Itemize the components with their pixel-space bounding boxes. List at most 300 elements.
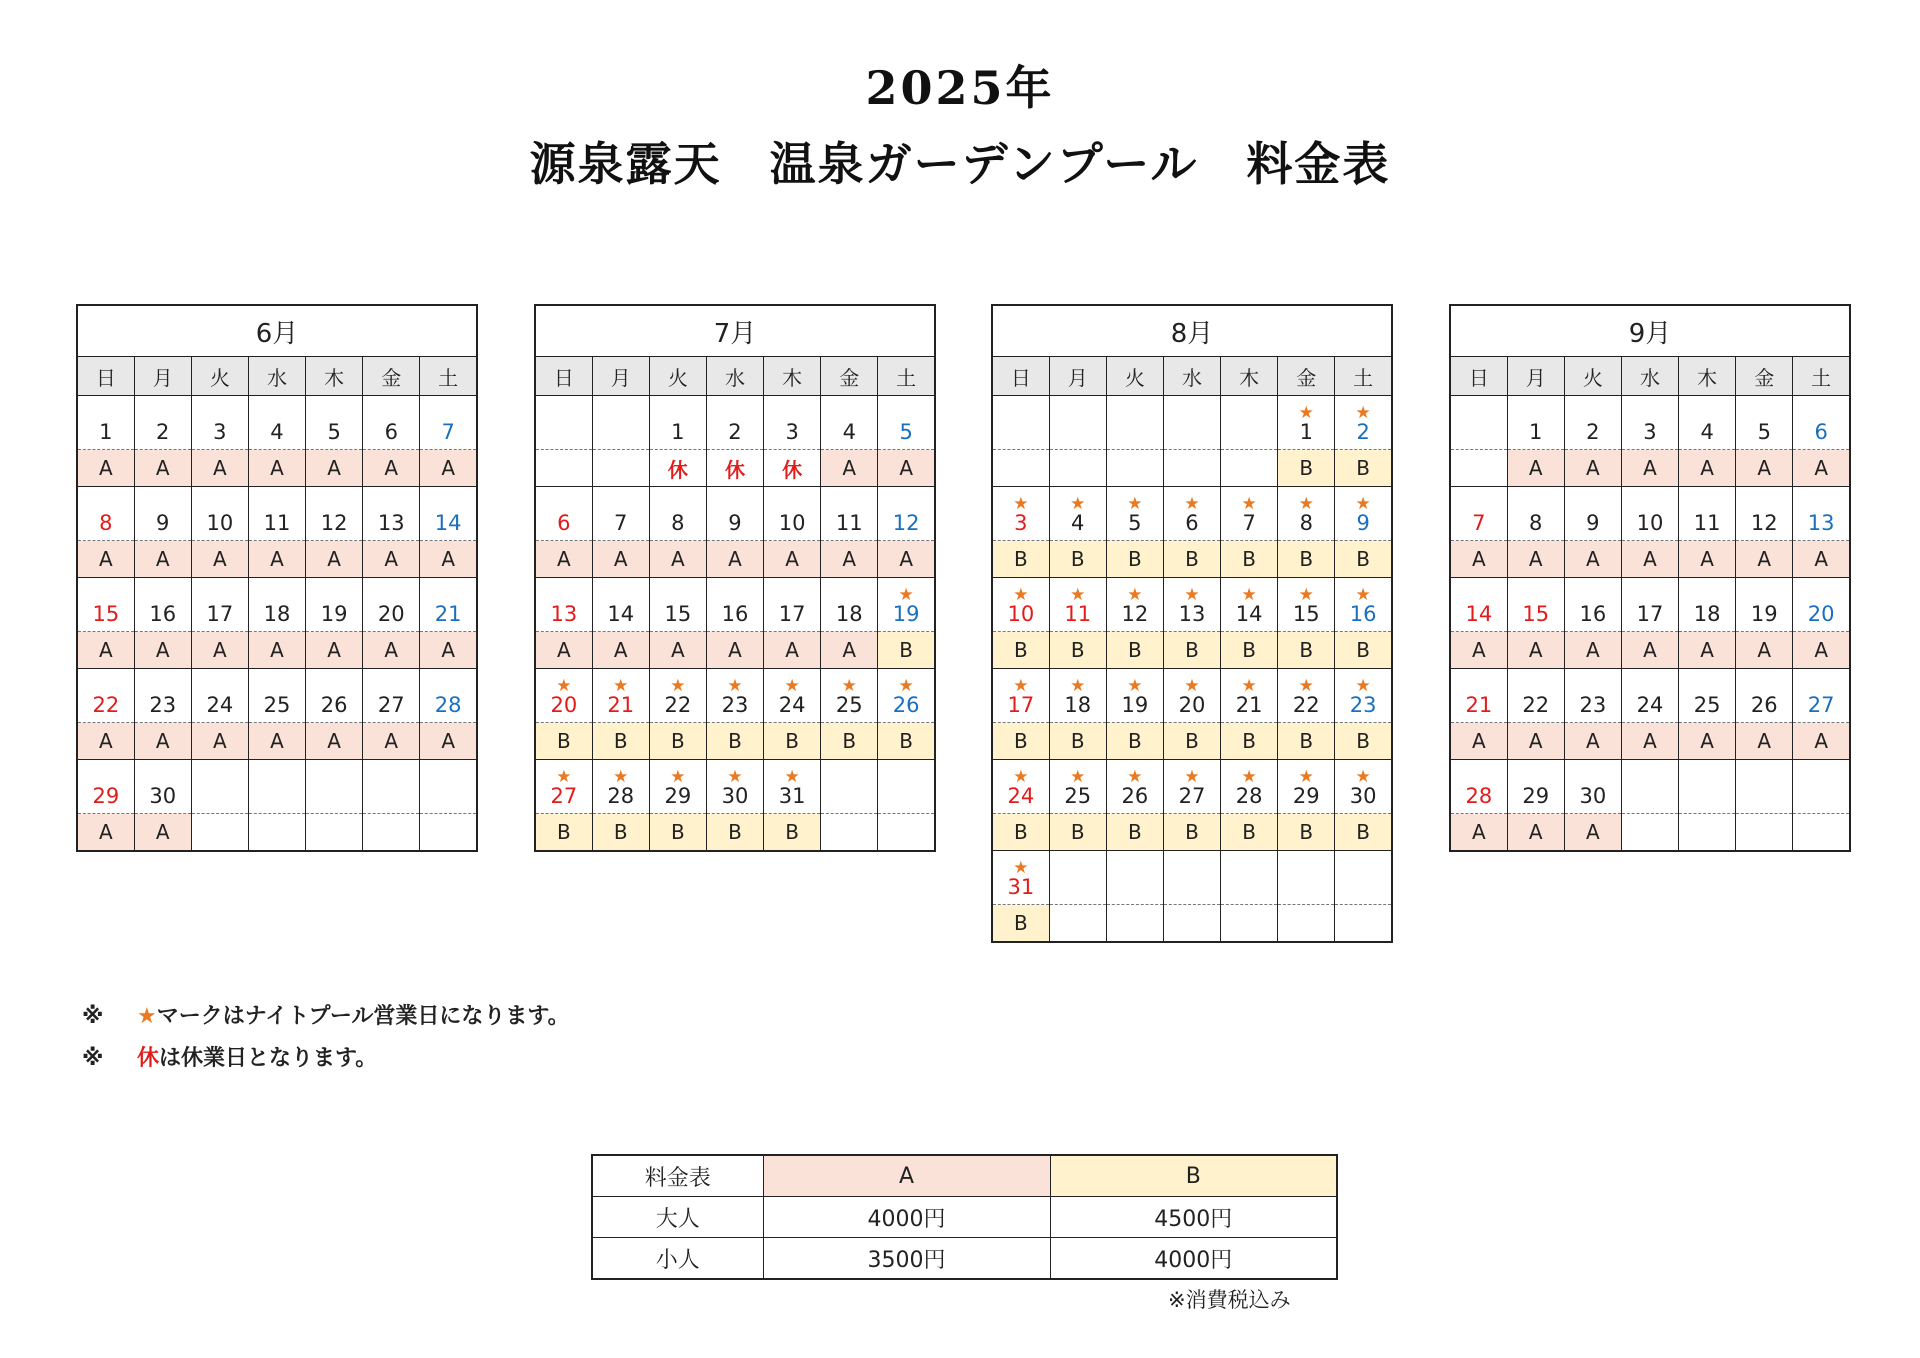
star-icon: ★ bbox=[1241, 676, 1257, 696]
date-cell bbox=[764, 669, 821, 723]
date-cell bbox=[706, 760, 763, 814]
date-cell bbox=[992, 487, 1049, 541]
date-number: 6 bbox=[384, 420, 398, 444]
date-number: 3 bbox=[785, 420, 799, 444]
weekday-label: 火 bbox=[191, 357, 248, 396]
date-number: 10 bbox=[1007, 602, 1035, 626]
star-icon: ★ bbox=[1241, 767, 1257, 787]
date-row bbox=[1450, 396, 1850, 450]
date-number: 26 bbox=[1750, 693, 1778, 717]
month-header-row bbox=[535, 305, 935, 357]
price-value: 4000円 bbox=[763, 1197, 1050, 1238]
price-code: A bbox=[1679, 450, 1736, 487]
date-number: 23 bbox=[149, 693, 177, 717]
empty-cell bbox=[1221, 905, 1278, 943]
date-cell bbox=[1221, 669, 1278, 723]
weekday-label: 水 bbox=[706, 357, 763, 396]
date-number: 18 bbox=[1064, 693, 1092, 717]
star-icon: ★ bbox=[1355, 494, 1371, 514]
weekday-label: 水 bbox=[248, 357, 305, 396]
date-number: 12 bbox=[320, 511, 348, 535]
star-icon: ★ bbox=[1070, 767, 1086, 787]
date-number: 16 bbox=[1579, 602, 1607, 626]
empty-cell bbox=[592, 450, 649, 487]
price-code: B bbox=[1106, 632, 1163, 669]
price-code: B bbox=[992, 723, 1049, 760]
date-number: 6 bbox=[1814, 420, 1828, 444]
price-code: A bbox=[1679, 632, 1736, 669]
date-number: 19 bbox=[320, 602, 348, 626]
date-row bbox=[535, 578, 935, 632]
closed-mark: 休 bbox=[137, 1046, 160, 1071]
price-code: A bbox=[363, 632, 420, 669]
date-number: 9 bbox=[1356, 511, 1370, 535]
date-number: 29 bbox=[664, 784, 692, 808]
price-code: B bbox=[1221, 541, 1278, 578]
star-icon: ★ bbox=[1127, 676, 1143, 696]
empty-cell bbox=[1221, 396, 1278, 450]
date-number: 8 bbox=[1299, 511, 1313, 535]
price-code: A bbox=[535, 632, 592, 669]
star-icon: ★ bbox=[1355, 767, 1371, 787]
price-code: B bbox=[1335, 541, 1392, 578]
date-number: 15 bbox=[1522, 602, 1550, 626]
star-icon: ★ bbox=[1355, 403, 1371, 423]
date-cell bbox=[821, 578, 878, 632]
date-cell bbox=[1049, 760, 1106, 814]
price-code: A bbox=[1564, 632, 1621, 669]
empty-cell bbox=[1450, 450, 1507, 487]
date-cell bbox=[535, 487, 592, 541]
star-icon: ★ bbox=[613, 767, 629, 787]
price-code: A bbox=[306, 723, 363, 760]
date-cell bbox=[306, 396, 363, 450]
date-number: 11 bbox=[1064, 602, 1092, 626]
date-cell bbox=[1736, 487, 1793, 541]
calendar-september bbox=[1449, 304, 1851, 852]
calendar-table bbox=[991, 304, 1393, 943]
date-number: 18 bbox=[835, 602, 863, 626]
date-cell bbox=[649, 396, 706, 450]
price-code: B bbox=[821, 723, 878, 760]
date-number: 17 bbox=[1636, 602, 1664, 626]
price-code: B bbox=[592, 723, 649, 760]
date-cell bbox=[248, 487, 305, 541]
date-number: 18 bbox=[263, 602, 291, 626]
date-number: 30 bbox=[149, 784, 177, 808]
date-cell bbox=[992, 669, 1049, 723]
empty-cell bbox=[1106, 396, 1163, 450]
empty-cell bbox=[1163, 450, 1220, 487]
date-number: 10 bbox=[1636, 511, 1664, 535]
star-icon: ★ bbox=[841, 676, 857, 696]
date-row bbox=[535, 669, 935, 723]
date-cell bbox=[1679, 487, 1736, 541]
price-code: A bbox=[1564, 541, 1621, 578]
price-code: A bbox=[1507, 450, 1564, 487]
date-row bbox=[535, 760, 935, 814]
date-cell bbox=[1450, 578, 1507, 632]
price-code: A bbox=[248, 723, 305, 760]
date-cell bbox=[535, 578, 592, 632]
star-icon: ★ bbox=[1127, 767, 1143, 787]
date-cell bbox=[1736, 396, 1793, 450]
date-cell bbox=[1278, 669, 1335, 723]
date-cell bbox=[420, 578, 477, 632]
price-code: B bbox=[1278, 541, 1335, 578]
date-number: 5 bbox=[327, 420, 341, 444]
price-code-row bbox=[535, 632, 935, 669]
date-number: 14 bbox=[434, 511, 462, 535]
price-code: A bbox=[1621, 723, 1678, 760]
date-cell bbox=[1049, 669, 1106, 723]
date-cell bbox=[420, 396, 477, 450]
date-number: 17 bbox=[778, 602, 806, 626]
date-number: 25 bbox=[835, 693, 863, 717]
date-cell bbox=[1450, 487, 1507, 541]
calendar-table bbox=[534, 304, 936, 852]
month-name: 6月 bbox=[77, 305, 477, 357]
price-header-label: 料金表 bbox=[592, 1155, 763, 1197]
price-code: A bbox=[134, 814, 191, 852]
date-cell bbox=[1221, 487, 1278, 541]
date-cell bbox=[764, 578, 821, 632]
date-cell bbox=[992, 578, 1049, 632]
price-code: A bbox=[191, 450, 248, 487]
date-number: 20 bbox=[1178, 693, 1206, 717]
date-number: 13 bbox=[550, 602, 578, 626]
date-cell bbox=[878, 487, 935, 541]
price-header-b: B bbox=[1050, 1155, 1337, 1197]
empty-cell bbox=[1221, 450, 1278, 487]
page-title: 源泉露天 温泉ガーデンプール 料金表 bbox=[529, 137, 1391, 191]
weekday-label: 金 bbox=[1278, 357, 1335, 396]
date-cell bbox=[134, 760, 191, 814]
empty-cell bbox=[992, 450, 1049, 487]
price-code: A bbox=[821, 541, 878, 578]
date-number: 19 bbox=[1121, 693, 1149, 717]
date-number: 7 bbox=[441, 420, 455, 444]
price-code: A bbox=[1679, 723, 1736, 760]
price-code-row bbox=[1450, 450, 1850, 487]
date-number: 29 bbox=[92, 784, 120, 808]
price-value: 4000円 bbox=[1050, 1238, 1337, 1280]
date-cell bbox=[1335, 760, 1392, 814]
price-code-row bbox=[535, 723, 935, 760]
price-code: A bbox=[821, 632, 878, 669]
date-cell bbox=[1679, 578, 1736, 632]
price-code: A bbox=[1736, 632, 1793, 669]
weekday-label: 月 bbox=[1507, 357, 1564, 396]
date-cell bbox=[1106, 669, 1163, 723]
price-code-row bbox=[992, 450, 1392, 487]
date-cell bbox=[1507, 578, 1564, 632]
price-code-row bbox=[992, 632, 1392, 669]
date-cell bbox=[1793, 487, 1850, 541]
star-icon: ★ bbox=[898, 676, 914, 696]
weekday-label: 金 bbox=[363, 357, 420, 396]
date-cell bbox=[1106, 760, 1163, 814]
empty-cell bbox=[1049, 905, 1106, 943]
empty-cell bbox=[535, 450, 592, 487]
date-cell bbox=[1106, 487, 1163, 541]
weekday-label: 日 bbox=[1450, 357, 1507, 396]
date-number: 22 bbox=[1292, 693, 1320, 717]
date-number: 11 bbox=[1693, 511, 1721, 535]
price-code: A bbox=[77, 723, 134, 760]
date-row bbox=[1450, 487, 1850, 541]
price-code: A bbox=[306, 632, 363, 669]
month-name: 9月 bbox=[1450, 305, 1850, 357]
date-number: 1 bbox=[671, 420, 685, 444]
date-cell bbox=[535, 669, 592, 723]
date-number: 7 bbox=[614, 511, 628, 535]
weekday-label: 水 bbox=[1163, 357, 1220, 396]
month-name: 7月 bbox=[535, 305, 935, 357]
price-code: A bbox=[1507, 632, 1564, 669]
weekday-label: 水 bbox=[1621, 357, 1678, 396]
price-code: B bbox=[992, 541, 1049, 578]
date-number: 15 bbox=[92, 602, 120, 626]
date-number: 4 bbox=[1071, 511, 1085, 535]
empty-cell bbox=[1736, 814, 1793, 852]
price-code: B bbox=[878, 723, 935, 760]
date-cell bbox=[535, 760, 592, 814]
price-code: B bbox=[992, 814, 1049, 851]
date-number: 9 bbox=[728, 511, 742, 535]
note-closed-day bbox=[82, 1038, 570, 1080]
date-cell bbox=[363, 578, 420, 632]
date-cell bbox=[191, 396, 248, 450]
star-icon: ★ bbox=[1013, 494, 1029, 514]
date-cell bbox=[1564, 396, 1621, 450]
date-number: 22 bbox=[92, 693, 120, 717]
date-row bbox=[992, 396, 1392, 450]
date-row bbox=[77, 578, 477, 632]
date-number: 4 bbox=[842, 420, 856, 444]
price-code: 休 bbox=[649, 450, 706, 487]
date-cell bbox=[1507, 760, 1564, 814]
price-code: B bbox=[1221, 632, 1278, 669]
date-cell bbox=[706, 578, 763, 632]
date-number: 26 bbox=[1121, 784, 1149, 808]
weekday-label: 日 bbox=[992, 357, 1049, 396]
star-icon: ★ bbox=[137, 1004, 157, 1029]
date-number: 10 bbox=[206, 511, 234, 535]
date-number: 14 bbox=[1235, 602, 1263, 626]
date-cell bbox=[77, 578, 134, 632]
empty-cell bbox=[363, 814, 420, 852]
weekday-label: 月 bbox=[134, 357, 191, 396]
date-number: 17 bbox=[206, 602, 234, 626]
date-cell bbox=[706, 396, 763, 450]
month-header-row bbox=[1450, 305, 1850, 357]
empty-cell bbox=[821, 814, 878, 852]
date-cell bbox=[363, 487, 420, 541]
empty-cell bbox=[1793, 760, 1850, 814]
date-cell bbox=[1163, 578, 1220, 632]
price-code: A bbox=[363, 723, 420, 760]
price-code-row bbox=[535, 814, 935, 852]
date-cell bbox=[706, 669, 763, 723]
date-number: 17 bbox=[1007, 693, 1035, 717]
star-icon: ★ bbox=[613, 676, 629, 696]
date-cell bbox=[420, 487, 477, 541]
price-code: B bbox=[649, 814, 706, 852]
price-code: A bbox=[821, 450, 878, 487]
date-cell bbox=[592, 760, 649, 814]
price-code-row bbox=[535, 450, 935, 487]
date-number: 8 bbox=[99, 511, 113, 535]
weekday-label: 木 bbox=[1679, 357, 1736, 396]
empty-cell bbox=[1736, 760, 1793, 814]
weekday-label: 金 bbox=[821, 357, 878, 396]
price-code-row bbox=[1450, 541, 1850, 578]
date-cell bbox=[248, 669, 305, 723]
date-number: 30 bbox=[1579, 784, 1607, 808]
date-row bbox=[77, 396, 477, 450]
date-number: 8 bbox=[1529, 511, 1543, 535]
date-number: 3 bbox=[1014, 511, 1028, 535]
empty-cell bbox=[248, 814, 305, 852]
star-icon: ★ bbox=[670, 767, 686, 787]
empty-cell bbox=[592, 396, 649, 450]
empty-cell bbox=[1679, 814, 1736, 852]
price-code: B bbox=[1335, 814, 1392, 851]
price-row-child bbox=[592, 1238, 1337, 1280]
weekday-row bbox=[1450, 357, 1850, 396]
price-code: B bbox=[1278, 450, 1335, 487]
date-number: 11 bbox=[263, 511, 291, 535]
date-number: 1 bbox=[1299, 420, 1313, 444]
empty-cell bbox=[1621, 760, 1678, 814]
date-cell bbox=[1564, 487, 1621, 541]
price-code: B bbox=[649, 723, 706, 760]
date-number: 5 bbox=[1128, 511, 1142, 535]
date-number: 22 bbox=[1522, 693, 1550, 717]
date-cell bbox=[363, 669, 420, 723]
date-cell bbox=[1564, 669, 1621, 723]
empty-cell bbox=[1049, 851, 1106, 905]
empty-cell bbox=[535, 396, 592, 450]
weekday-label: 木 bbox=[1221, 357, 1278, 396]
star-icon: ★ bbox=[1241, 494, 1257, 514]
date-cell bbox=[134, 578, 191, 632]
price-code: A bbox=[1450, 723, 1507, 760]
empty-cell bbox=[992, 396, 1049, 450]
date-number: 7 bbox=[1242, 511, 1256, 535]
date-row bbox=[992, 851, 1392, 905]
date-number: 12 bbox=[1750, 511, 1778, 535]
price-code: A bbox=[363, 541, 420, 578]
date-number: 6 bbox=[557, 511, 571, 535]
date-number: 19 bbox=[892, 602, 920, 626]
empty-cell bbox=[1163, 851, 1220, 905]
price-code: B bbox=[1106, 814, 1163, 851]
date-cell bbox=[1507, 669, 1564, 723]
date-cell bbox=[878, 578, 935, 632]
star-icon: ★ bbox=[1127, 494, 1143, 514]
price-code: A bbox=[1793, 632, 1850, 669]
date-cell bbox=[1163, 487, 1220, 541]
date-number: 2 bbox=[1356, 420, 1370, 444]
date-number: 25 bbox=[1064, 784, 1092, 808]
date-cell bbox=[1278, 578, 1335, 632]
price-code: A bbox=[764, 632, 821, 669]
price-code: A bbox=[420, 723, 477, 760]
date-number: 14 bbox=[1465, 602, 1493, 626]
calendar-table bbox=[76, 304, 478, 852]
date-number: 2 bbox=[156, 420, 170, 444]
date-row bbox=[992, 760, 1392, 814]
price-code: A bbox=[1507, 814, 1564, 852]
price-code: A bbox=[77, 814, 134, 852]
date-number: 3 bbox=[1643, 420, 1657, 444]
date-cell bbox=[992, 851, 1049, 905]
price-code: A bbox=[191, 541, 248, 578]
price-code: A bbox=[764, 541, 821, 578]
date-number: 27 bbox=[550, 784, 578, 808]
price-code-row bbox=[992, 723, 1392, 760]
weekday-row bbox=[992, 357, 1392, 396]
weekday-label: 月 bbox=[592, 357, 649, 396]
date-cell bbox=[649, 760, 706, 814]
empty-cell bbox=[1450, 396, 1507, 450]
price-code: A bbox=[77, 541, 134, 578]
price-code-row bbox=[992, 814, 1392, 851]
calendar-june bbox=[76, 304, 478, 852]
date-number: 13 bbox=[1178, 602, 1206, 626]
date-cell bbox=[306, 487, 363, 541]
empty-cell bbox=[1621, 814, 1678, 852]
date-number: 23 bbox=[721, 693, 749, 717]
date-cell bbox=[191, 669, 248, 723]
date-number: 21 bbox=[607, 693, 635, 717]
date-cell bbox=[1335, 578, 1392, 632]
price-header-row bbox=[592, 1155, 1337, 1197]
date-number: 30 bbox=[1349, 784, 1377, 808]
price-row-adult bbox=[592, 1197, 1337, 1238]
date-cell bbox=[1221, 578, 1278, 632]
star-icon: ★ bbox=[1298, 494, 1314, 514]
date-number: 14 bbox=[607, 602, 635, 626]
price-code: A bbox=[306, 541, 363, 578]
price-code: B bbox=[706, 723, 763, 760]
price-code: A bbox=[248, 541, 305, 578]
date-number: 4 bbox=[270, 420, 284, 444]
price-code: B bbox=[1163, 541, 1220, 578]
date-number: 15 bbox=[664, 602, 692, 626]
date-number: 27 bbox=[377, 693, 405, 717]
price-code: B bbox=[592, 814, 649, 852]
price-code: A bbox=[420, 632, 477, 669]
tax-note: ※消費税込み bbox=[1168, 1288, 1291, 1312]
price-code: B bbox=[1163, 632, 1220, 669]
date-cell bbox=[764, 487, 821, 541]
date-number: 5 bbox=[1757, 420, 1771, 444]
price-code: A bbox=[306, 450, 363, 487]
price-code: A bbox=[1793, 450, 1850, 487]
date-cell bbox=[1278, 487, 1335, 541]
price-code: A bbox=[1621, 450, 1678, 487]
empty-cell bbox=[306, 814, 363, 852]
date-number: 16 bbox=[721, 602, 749, 626]
empty-cell bbox=[821, 760, 878, 814]
date-number: 26 bbox=[320, 693, 348, 717]
price-code: B bbox=[1049, 632, 1106, 669]
price-code: A bbox=[248, 450, 305, 487]
star-icon: ★ bbox=[1298, 403, 1314, 423]
